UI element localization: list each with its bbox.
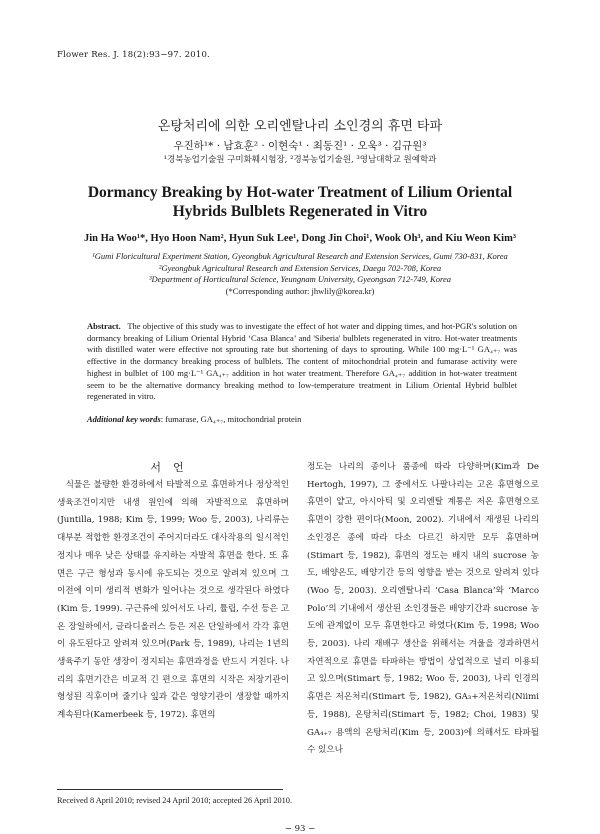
left-column-text: 식물은 불량한 환경하에서 타발적으로 휴면하거나 정상적인 생육조건이지만 내생 원인에 의해 자발적으로 휴면하며(Juntilla, 1988; Kim 등, 1999; Woo 등, 2003), 나리류는 대부분 적합한 환경조건이 주어지더라도 대사작용의 일시적인 정지나 매우 낮은 상태를 유지하는 자발적 휴면을 한다. 또 휴면은 구근 형성과 동시에 유도되는 것으로 알려져 있으며 그 이전에 이미 생리적 변화가 일어나는 것으로 생각된다 하였다(Kim 등, 1999). 구근류에 있어서도 나리, 튤립, 수선 등은 고온 장일하에서, 글라디올러스 등은 저온 단일하에서 각각 휴면이 유도된다고 알려져 있으며(Park 등, 1989), 나리는 1년의 생육주기 동안 생장이 정지되는 휴면과정을 반드시 거친다. 나리의 휴면기간은 비교적 긴 편으로 휴면의 시작은 저장기관이 형성된 직후이며 줄기나 잎과 같은 영양기관이 생장할 때까지 계속된다(Kamerbeek 등, 1972). 휴면의 [57,480,289,721]
english-title-line-2: Hybrids Bulblets Regenerated in Vitro [172,203,428,220]
body-column-left [57,477,289,725]
english-affiliations [30,251,570,297]
affiliation-3: ³Department of Horticultural Science, Yeungnam University, Gyeongsan 712-749, Korea [149,274,451,284]
korean-affiliations: ¹경북농업기술원 구미화훼시험장, ²경북농업기술원, ³영남대학교 원예학과 [163,155,437,165]
korean-title: 온탕처리에 의한 오리엔탈나리 소인경의 휴면 타파 [157,119,443,134]
keywords [87,414,517,425]
section-heading-introduction: 서언 [150,461,196,474]
english-title [40,183,560,221]
korean-authors: 우진하¹* · 남효훈² · 이현숙¹ · 최동진¹ · 오욱³ · 김규원³ [173,140,427,152]
keywords-text: : fumarase, GA₄₊₇, mitochondrial protein [160,414,302,424]
abstract-text: The objective of this study was to investigate the effect of hot water and dipping times, and hot-PGR's solution on dormancy breaking of Lilium Oriental Hybrid ‘Casa Blanca’ and 'Siberia' bulblets regenerated in vitro. Hot-water treatments with distilled water were effective not sprouting rate but shortening of days to sprouting. While 100 mg·L⁻¹ GA₄₊₇ was effective in the dormancy breaking process of bulblets. The content of mitochondrial protein and fumarase activity were highest in bulblet of 100 mg·L⁻¹ GA₄₊₇ addition in hot water treatment. Therefore GA₄₊₇ addition in hot-water treatment seem to be the alternative dormancy breaking method to low-temperature treatment in Lilium Oriental Hybrid bulblet regenerated in vitro. [87,321,517,402]
page-number: − 93 − [284,824,316,834]
corresponding-author: (*Corresponding author: jhwlily@korea.kr) [225,285,375,296]
footnote-divider [57,789,283,790]
abstract-label: Abstract. [87,321,121,331]
keywords-label: Additional key words [87,414,161,424]
received-dates: Received 8 April 2010; revised 24 April 2010; accepted 26 April 2010. [57,796,293,805]
abstract [87,321,517,403]
english-authors: Jin Ha Woo¹*, Hyo Hoon Nam², Hyun Suk Lee¹, Dong Jin Choi¹, Wook Oh³, and Kiu Weon Kim³ [84,233,516,244]
journal-citation: Flower Res. J. 18(2):93−97. 2010. [57,50,210,60]
affiliation-1: ¹Gumi Floricultural Experiment Station, Gyeongbuk Agricultural Research and Extension Services, Gumi 730-831, Korea [92,251,508,261]
body-column-right [307,459,539,760]
english-title-line-1: Dormancy Breaking by Hot-water Treatment of Lilium Oriental [87,184,513,201]
right-column-text: 정도는 나리의 종이나 품종에 따라 다양하며(Kim과 De Hertogh, 1997), 그 중에서도 나팔나리는 고온 휴면형으로 휴면이 얕고, 아시아틱 및 오리엔탈 계통은 저온 휴면형으로 휴면이 강한 편이다(Moon, 2002). 기내에서 재생된 나리의 소인경은 종에 따라 다소 다르긴 하지만 모두 휴면하며(Stimart 등, 1982), 휴면의 정도는 배지 내의 sucrose 농도, 배양온도, 배양기간 등의 영향을 받는 것으로 알려져 있다(Woo 등, 2003). 오리엔탈나리 ‘Casa Blanca’와 ‘Marco Polo’의 기내에서 생산된 소인경들은 배양기간과 sucrose 농도에 관계없이 모두 휴면한다고 하였다(Kim 등, 1998; Woo 등, 2003). 나리 재배구 생산을 위해서는 겨울을 경과하면서 자연적으로 휴면을 타파하는 방법이 상업적으로 널리 이용되고 있으며(Stimart 등, 1982; Woo 등, 2003), 나리 인경의 휴면은 저온처리(Stimart 등, 1982), GA₃+저온처리(Niimi 등, 1988), 온탕처리(Stimart 등, 1982; Choi, 1983) 및 GA₄₊₇ 용액의 온탕처리(Kim 등, 2003)에 의해서도 타파될 수 있으나 [307,462,539,756]
affiliation-2: ²Gyeongbuk Agricultural Research and Extension Services, Daegu 702-708, Korea [158,262,442,273]
